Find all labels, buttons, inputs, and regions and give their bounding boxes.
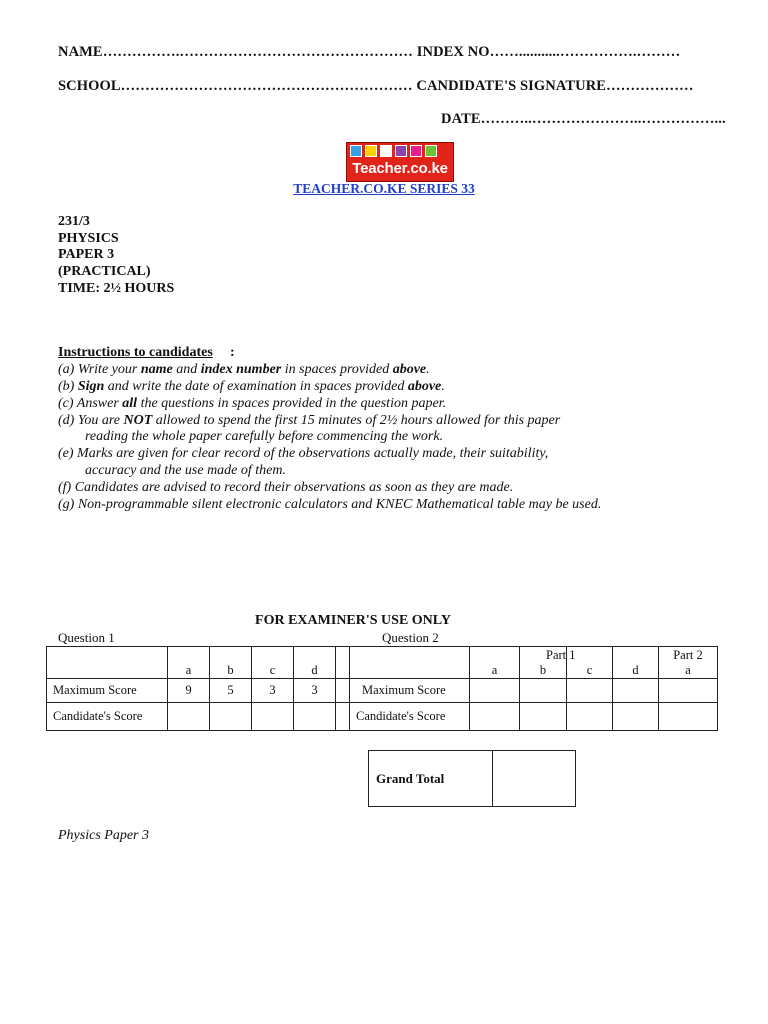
- q2-col-d: d: [613, 647, 659, 679]
- q1-col-d: d: [294, 647, 336, 679]
- logo-tile: [350, 145, 362, 157]
- grand-total-label: Grand Total: [369, 751, 493, 807]
- candidate-score-row: [47, 703, 718, 731]
- grand-total-value[interactable]: [493, 751, 576, 807]
- q2-col-a: a: [470, 647, 520, 679]
- q1-cand-d[interactable]: [294, 703, 336, 731]
- examiner-title: FOR EXAMINER'S USE ONLY: [255, 613, 451, 628]
- school-signature-line: SCHOOL…………………………………………………… CANDIDATE'S SIGNATURE………………: [58, 78, 694, 94]
- instruction-d: (d) You are NOT allowed to spend the first 15 minutes of 2½ hours allowed for this paper: [58, 413, 561, 428]
- q2-max-label: Maximum Score: [350, 679, 470, 703]
- q1-cand-c[interactable]: [252, 703, 294, 731]
- q1-max-d: 3: [294, 679, 336, 703]
- logo-tile: [425, 145, 437, 157]
- q1-col-b: b: [210, 647, 252, 679]
- q2-cand-d[interactable]: [613, 703, 659, 731]
- q1-cand-a[interactable]: [168, 703, 210, 731]
- q1-cand-b[interactable]: [210, 703, 252, 731]
- q1-col-c: c: [252, 647, 294, 679]
- q2-candidate-label: Candidate's Score: [350, 703, 470, 731]
- logo-tile: [410, 145, 422, 157]
- instruction-c: (c) Answer all the questions in spaces provided in the question paper.: [58, 396, 447, 411]
- paper-subject: PHYSICS: [58, 231, 119, 246]
- logo-color-tiles: [350, 145, 437, 157]
- logo-tile: [395, 145, 407, 157]
- paper-number: PAPER 3: [58, 247, 115, 262]
- maximum-score-row: [47, 679, 718, 703]
- paper-type: (PRACTICAL): [58, 264, 151, 279]
- q1-candidate-label: Candidate's Score: [47, 703, 168, 731]
- name-index-line: NAME…………….………………………………………… INDEX NO……...........…………….………: [58, 44, 681, 60]
- question-1-label: Question 1: [58, 630, 115, 645]
- instructions-title: Instructions to candidates: [58, 345, 213, 360]
- paper-code: 231/3: [58, 214, 90, 229]
- q1-max-a: 9: [168, 679, 210, 703]
- examiner-score-table: [46, 646, 718, 731]
- q1-col-a: a: [168, 647, 210, 679]
- instruction-f: (f) Candidates are advised to record their observations as soon as they are made.: [58, 480, 514, 495]
- logo-tile: [365, 145, 377, 157]
- q2-col-b-cell: [520, 647, 576, 679]
- table-header-row: [47, 647, 718, 679]
- logo-tile: [380, 145, 392, 157]
- q2-part-1-label: Part 1: [546, 648, 576, 662]
- question-2-label: Question 2: [382, 630, 439, 645]
- grand-total-table: [368, 750, 576, 807]
- q2-part-2-cell: [659, 647, 718, 679]
- instruction-b: (b) Sign and write the date of examination in spaces provided above.: [58, 379, 445, 394]
- logo-text: Teacher.co.ke: [352, 160, 448, 177]
- q2-part-2-col-a: a: [685, 663, 691, 677]
- instruction-g: (g) Non-programmable silent electronic calculators and KNEC Mathematical table may be used.: [58, 497, 602, 512]
- q2-cand-b[interactable]: [520, 703, 567, 731]
- instruction-e: (e) Marks are given for clear record of the observations actually made, their suitability,: [58, 446, 549, 461]
- q1-max-b: 5: [210, 679, 252, 703]
- q2-col-b: b: [539, 663, 547, 677]
- q1-max-label: Maximum Score: [47, 679, 168, 703]
- q2-col-c: c: [567, 647, 613, 679]
- q2-cand-a[interactable]: [470, 703, 520, 731]
- series-link[interactable]: TEACHER.CO.KE SERIES 33: [293, 181, 475, 196]
- q2-cand-c[interactable]: [567, 703, 613, 731]
- instructions-title-colon: :: [230, 345, 235, 360]
- instruction-e-continued: accuracy and the use made of them.: [85, 463, 286, 478]
- teacher-co-ke-logo: [346, 142, 454, 182]
- q2-cand-part2-a[interactable]: [659, 703, 718, 731]
- footer-text: Physics Paper 3: [58, 828, 149, 843]
- q2-part-2-label: Part 2: [673, 648, 703, 662]
- instruction-a: (a) Write your name and index number in spaces provided above.: [58, 362, 430, 377]
- paper-time: TIME: 2½ HOURS: [58, 281, 175, 296]
- q1-max-c: 3: [252, 679, 294, 703]
- date-line: DATE………..…………………..……………...: [441, 111, 726, 127]
- instruction-d-continued: reading the whole paper carefully before commencing the work.: [85, 429, 444, 444]
